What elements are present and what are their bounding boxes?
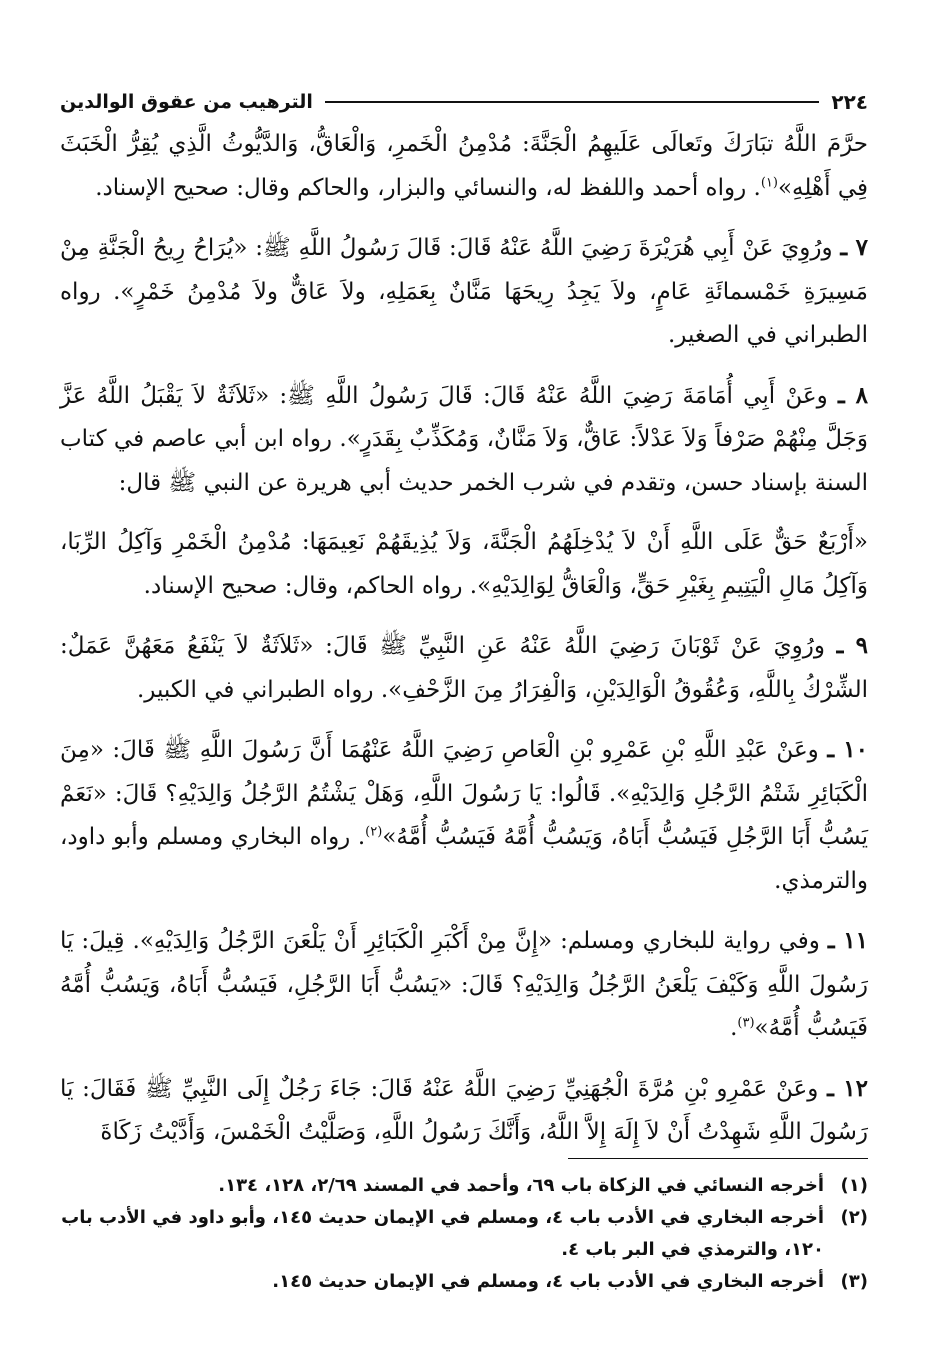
paragraph-tail: . bbox=[730, 1015, 738, 1041]
paragraph-text: ورُوِيَ عَنْ ثَوْبَانَ رَضِيَ اللَّهُ عَنْهُ عَنِ النَّبِيِّ ﷺ قَالَ: «ثَلاَثَةٌ لاَ يَنْفَعُ مَعَهُنَّ عَمَلٌ: الشِّرْكُ بِاللَّهِ، وَعُقُوقُ الْوَالِدَيْنِ، وَالْفِرَارُ مِنَ الزَّحْفِ». رواه الطبراني في الكبير. bbox=[60, 633, 868, 703]
paragraph bbox=[60, 374, 868, 506]
paragraph bbox=[60, 728, 868, 903]
paragraph-text: «أَرْبَعٌ حَقٌّ عَلَى اللَّهِ أَنْ لاَ يُدْخِلَهُمُ الْجَنَّةَ، وَلاَ يُذِيقَهُمْ نَعِيمَهَا: مُدْمِنُ الْخَمْرِ وَآكِلُ الرِّبَا، وَآكِلُ مَالِ الْيَتِيمِ بِغَيْرِ حَقٍّ، وَالْعَاقُّ لِوَالِدَيْهِ». رواه الحاكم، وقال: صحيح الإسناد. bbox=[60, 529, 868, 599]
footnote-text: أخرجه النسائي في الزكاة باب ٦٩، وأحمد في المسند ٢/٦٩، ١٢٨، ١٣٤. bbox=[218, 1175, 824, 1196]
paragraph-text: ورُوِيَ عَنْ أَبِي هُرَيْرَةَ رَضِيَ اللَّهُ عَنْهُ قَالَ: قَالَ رَسُولُ اللَّهِ ﷺ: «يُرَاحُ رِيحُ الْجَنَّةِ مِنْ مَسِيرَةِ خَمْسمائَةِ عَامٍ، ولاَ يَجِدُ رِيحَهَا مَنَّانٌ بِعَمَلِهِ، ولاَ عَاقٌّ ولاَ مُدْمِنُ خَمْرٍ». رواه الطبراني في الصغير. bbox=[60, 235, 868, 348]
paragraph-text: حرَّمَ اللَّهُ تبَارَكَ وتَعالَى عَلَيهِمُ الْجَنَّةَ: مُدْمِنُ الْخَمرِ، وَالْعَاقُّ، وَالدَّيُّوثُ الَّذِي يُقِرُّ الْخَبَثَ فِي أَهْلِهِ» bbox=[60, 131, 868, 201]
paragraph bbox=[60, 1067, 868, 1155]
footnote-ref: (٣) bbox=[737, 1015, 755, 1031]
hadith-number: ٩ ـ bbox=[836, 632, 869, 659]
footnote bbox=[60, 1170, 868, 1202]
footnotes bbox=[60, 1170, 868, 1298]
paragraph bbox=[60, 122, 868, 210]
paragraph bbox=[60, 624, 868, 712]
footnote-number: (٣) bbox=[840, 1271, 868, 1292]
page-header bbox=[60, 84, 868, 120]
main-text bbox=[60, 122, 868, 1171]
paragraph bbox=[60, 919, 868, 1051]
header-rule bbox=[325, 101, 819, 103]
running-title: الترهيب من عقوق الوالدين bbox=[60, 91, 313, 113]
hadith-number: ١٠ ـ bbox=[827, 736, 868, 763]
footnote-ref: (٢) bbox=[365, 824, 383, 840]
footnote-number: (٢) bbox=[840, 1207, 868, 1228]
footnote bbox=[60, 1266, 868, 1298]
footnote-text: أخرجه البخاري في الأدب باب ٤، ومسلم في الإيمان حديث ١٤٥، وأبو داود في الأدب باب ١٢٠، والترمذي في البر باب ٤. bbox=[61, 1207, 824, 1260]
paragraph bbox=[60, 226, 868, 358]
paragraph-tail: . رواه أحمد واللفظ له، والنسائي والبزار، والحاكم وقال: صحيح الإسناد. bbox=[95, 174, 761, 201]
hadith-number: ١١ ـ bbox=[827, 927, 868, 954]
paragraph-text: وعَنْ أَبِي أُمَامَةَ رَضِيَ اللَّهُ عَنْهُ قَالَ: قَالَ رَسُولُ اللَّهِ ﷺ: «ثَلاَثَةٌ لاَ يَقْبَلُ اللَّهُ عَزَّ وَجَلَّ مِنْهُمْ صَرْفاً وَلاَ عَدْلاً: عَاقٌّ، وَلاَ مَنَّانٌ، وَمُكَذِّبٌ بِقَدَرٍ». رواه ابن أبي عاصم في كتاب السنة بإسناد حسن، وتقدم في شرب الخمر حديث أبي هريرة عن النبي ﷺ قال: bbox=[60, 382, 868, 496]
footnote-separator bbox=[568, 1158, 868, 1159]
paragraph bbox=[60, 521, 868, 608]
paragraph-text: وعَنْ عَبْدِ اللَّهِ بْنِ عَمْرِو بْنِ الْعَاصِ رَضِيَ اللَّهُ عَنْهُمَا أَنَّ رَسُولَ اللَّهِ ﷺ قَالَ: «مِنَ الْكَبَائِرِ شَتْمُ الرَّجُلِ وَالِدَيْهِ». قَالُوا: يَا رَسُولَ اللَّهِ، وَهَلْ يَشْتُمُ الرَّجُلُ وَالِدَيْهِ؟ قَالَ: «نَعَمْ يَسُبُّ أَبَا الرَّجُلِ فَيَسُبُّ أَبَاهُ، وَيَسُبُّ أُمَّهُ فَيَسُبُّ أُمَّهُ» bbox=[60, 737, 868, 850]
footnote bbox=[60, 1202, 868, 1266]
paragraph-text: وفي رواية للبخاري ومسلم: «إِنَّ مِنْ أَكْبَرِ الْكَبَائِرِ أَنْ يَلْعَنَ الرَّجُلُ وَالِدَيْهِ». قِيلَ: يَا رَسُولَ اللَّهِ وَكَيْفَ يَلْعَنُ الرَّجُلُ وَالِدَيْهِ؟ قَالَ: «يَسُبُّ أَبَا الرَّجُلِ، فَيَسُبُّ أَبَاهُ، وَيَسُبُّ أُمَّهُ فَيَسُبُّ أُمَّهُ» bbox=[60, 928, 868, 1041]
footnote-number: (١) bbox=[840, 1175, 868, 1196]
footnote-text: أخرجه البخاري في الأدب باب ٤، ومسلم في الإيمان حديث ١٤٥. bbox=[272, 1271, 824, 1292]
hadith-number: ٨ ـ bbox=[837, 381, 869, 409]
paragraph-text: وعَنْ عَمْرِو بْنِ مُرَّةَ الْجُهَنِيِّ رَضِيَ اللَّهُ عَنْهُ قَالَ: جَاءَ رَجُلٌ إِلَى النَّبِيِّ ﷺ فَقَالَ: يَا رَسُولَ اللَّهِ شَهِدْتُ أَنْ لاَ إِلَهَ إِلاَّ اللَّهُ، وَأَنَّكَ رَسُولُ اللَّهِ، وَصَلَّيْتُ الْخَمْسَ، وَأَدَّيْتُ زَكَاةَ bbox=[60, 1075, 868, 1145]
page-number: ٢٢٤ bbox=[831, 90, 868, 114]
paragraph-tail: . رواه البخاري ومسلم وأبو داود، والترمذي. bbox=[60, 824, 868, 894]
hadith-number: ٧ ـ bbox=[840, 234, 868, 261]
hadith-number: ١٢ ـ bbox=[827, 1074, 869, 1102]
footnote-ref: (١) bbox=[760, 174, 778, 190]
